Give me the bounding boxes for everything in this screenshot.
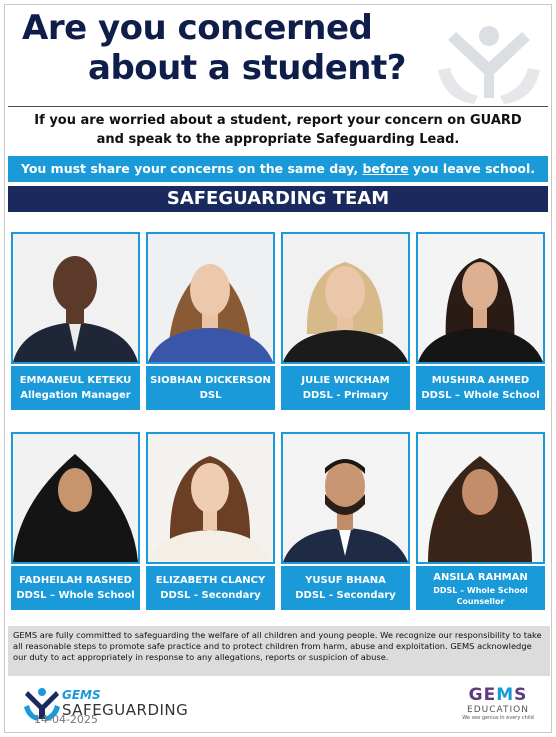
staff-photo xyxy=(146,232,275,364)
staff-photo xyxy=(416,432,545,564)
staff-role: DDSL – Whole School xyxy=(421,390,540,401)
edu-tagline: We see genius in every child xyxy=(462,715,534,721)
staff-photo xyxy=(281,232,410,364)
staff-name: ANSILA RAHMAN xyxy=(433,571,528,583)
banner-text-after: you leave school. xyxy=(408,161,536,176)
banner-emphasis: before xyxy=(362,161,409,176)
staff-name: FADHEILAH RASHED xyxy=(19,575,132,586)
staff-role-secondary: Counsellor xyxy=(456,596,505,606)
staff-label xyxy=(416,566,545,610)
commitment-statement: GEMS are fully committed to safeguarding the welfare of all children and young people. We recognize our responsibility to take all reasonable steps to promote safe practice and to protect children from harm, abuse and exploitation. GEMS acknowledge our duty to act appropriately in response to any allegations, reports or suspicion of abuse. xyxy=(8,626,550,676)
staff-role: DDSL – Whole School xyxy=(433,585,528,595)
staff-label xyxy=(11,366,140,410)
staff-name: MUSHIRA AHMED xyxy=(431,375,530,386)
same-day-banner xyxy=(8,156,548,182)
edu-brand-part-2: M xyxy=(496,685,515,705)
footer-brand: GEMS xyxy=(62,688,101,702)
edu-brand-part-3: S xyxy=(514,685,528,705)
staff-label xyxy=(146,566,275,610)
footer-date: 14-04-2025 xyxy=(34,713,98,726)
staff-role: DDSL - Primary xyxy=(302,390,389,401)
staff-role: DDSL – Whole School xyxy=(16,590,135,601)
edu-brand-part-1: GE xyxy=(468,685,497,705)
staff-name: YUSUF BHANA xyxy=(305,575,386,586)
staff-photo xyxy=(416,232,545,364)
staff-name: EMMANEUL KETEKU xyxy=(19,375,132,386)
title-line-1: Are you concerned xyxy=(22,8,373,48)
banner-text-before: You must share your concerns on the same day, xyxy=(20,161,363,176)
header-divider xyxy=(8,106,548,107)
intro-line-1: If you are worried about a student, report your concern on GUARD xyxy=(34,113,522,128)
staff-photo xyxy=(146,432,275,564)
staff-label xyxy=(146,366,275,410)
team-heading: SAFEGUARDING TEAM xyxy=(8,186,548,212)
staff-role: Allegation Manager xyxy=(20,390,131,401)
staff-label xyxy=(281,366,410,410)
staff-role: DDSL - Secondary xyxy=(160,590,261,601)
staff-name: JULIE WICKHAM xyxy=(301,375,390,386)
staff-label xyxy=(416,366,545,410)
intro-line-2: and speak to the appropriate Safeguarding Lead. xyxy=(96,132,460,147)
staff-photo xyxy=(281,432,410,564)
staff-role: DDSL - Secondary xyxy=(295,590,396,601)
footer-program: SAFEGUARDING xyxy=(62,701,189,719)
edu-brand xyxy=(462,685,534,705)
staff-photo xyxy=(11,432,140,564)
page-title xyxy=(22,8,462,88)
staff-label xyxy=(281,566,410,610)
edu-word: EDUCATION xyxy=(467,705,529,715)
team-grid xyxy=(11,232,547,622)
safeguarding-hands-logo xyxy=(434,10,544,108)
intro-text xyxy=(8,111,548,149)
staff-name: SIOBHAN DICKERSON xyxy=(150,375,271,386)
gems-education-logo xyxy=(462,685,534,721)
title-line-2: about a student? xyxy=(88,48,406,88)
staff-name: ELIZABETH CLANCY xyxy=(155,575,266,586)
staff-label xyxy=(11,566,140,610)
staff-photo xyxy=(11,232,140,364)
staff-role: DSL xyxy=(199,390,222,401)
